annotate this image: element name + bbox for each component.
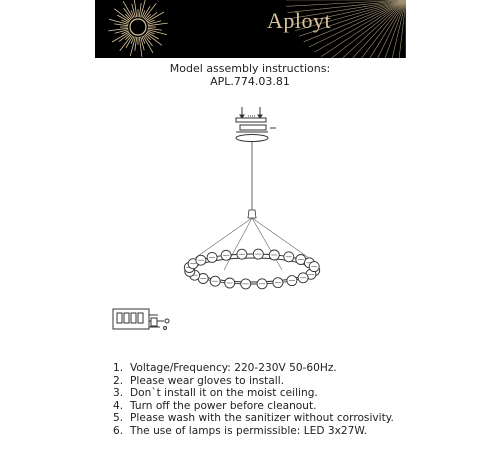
specifications-list bbox=[113, 362, 394, 438]
assembly-diagram bbox=[0, 92, 500, 347]
header-banner bbox=[95, 0, 406, 58]
wiring-diagram-icon bbox=[113, 309, 169, 330]
list-item: 3. Don`t install it on the moist ceiling. bbox=[113, 387, 318, 400]
list-item: 4. Turn off the power before cleanout. bbox=[113, 399, 317, 412]
list-item: 5. Please wash with the sanitizer without corrosivity. bbox=[113, 412, 394, 425]
sunburst-icon bbox=[95, 0, 406, 58]
model-number: APL.774.03.81 bbox=[210, 75, 290, 88]
list-item: 2. Please wear gloves to install. bbox=[113, 374, 285, 387]
document-title: Model assembly instructions: bbox=[169, 62, 331, 75]
lamp-globes bbox=[184, 249, 319, 289]
ceiling-mount bbox=[236, 107, 276, 142]
list-item: 1. Voltage/Frequency: 220-230V 50-60Hz. bbox=[113, 362, 337, 374]
cable-connector bbox=[248, 210, 256, 218]
list-item: 6. The use of lamps is permissible: LED 3x27W. bbox=[113, 424, 367, 437]
brand-logo-text: Aployt bbox=[267, 8, 332, 33]
